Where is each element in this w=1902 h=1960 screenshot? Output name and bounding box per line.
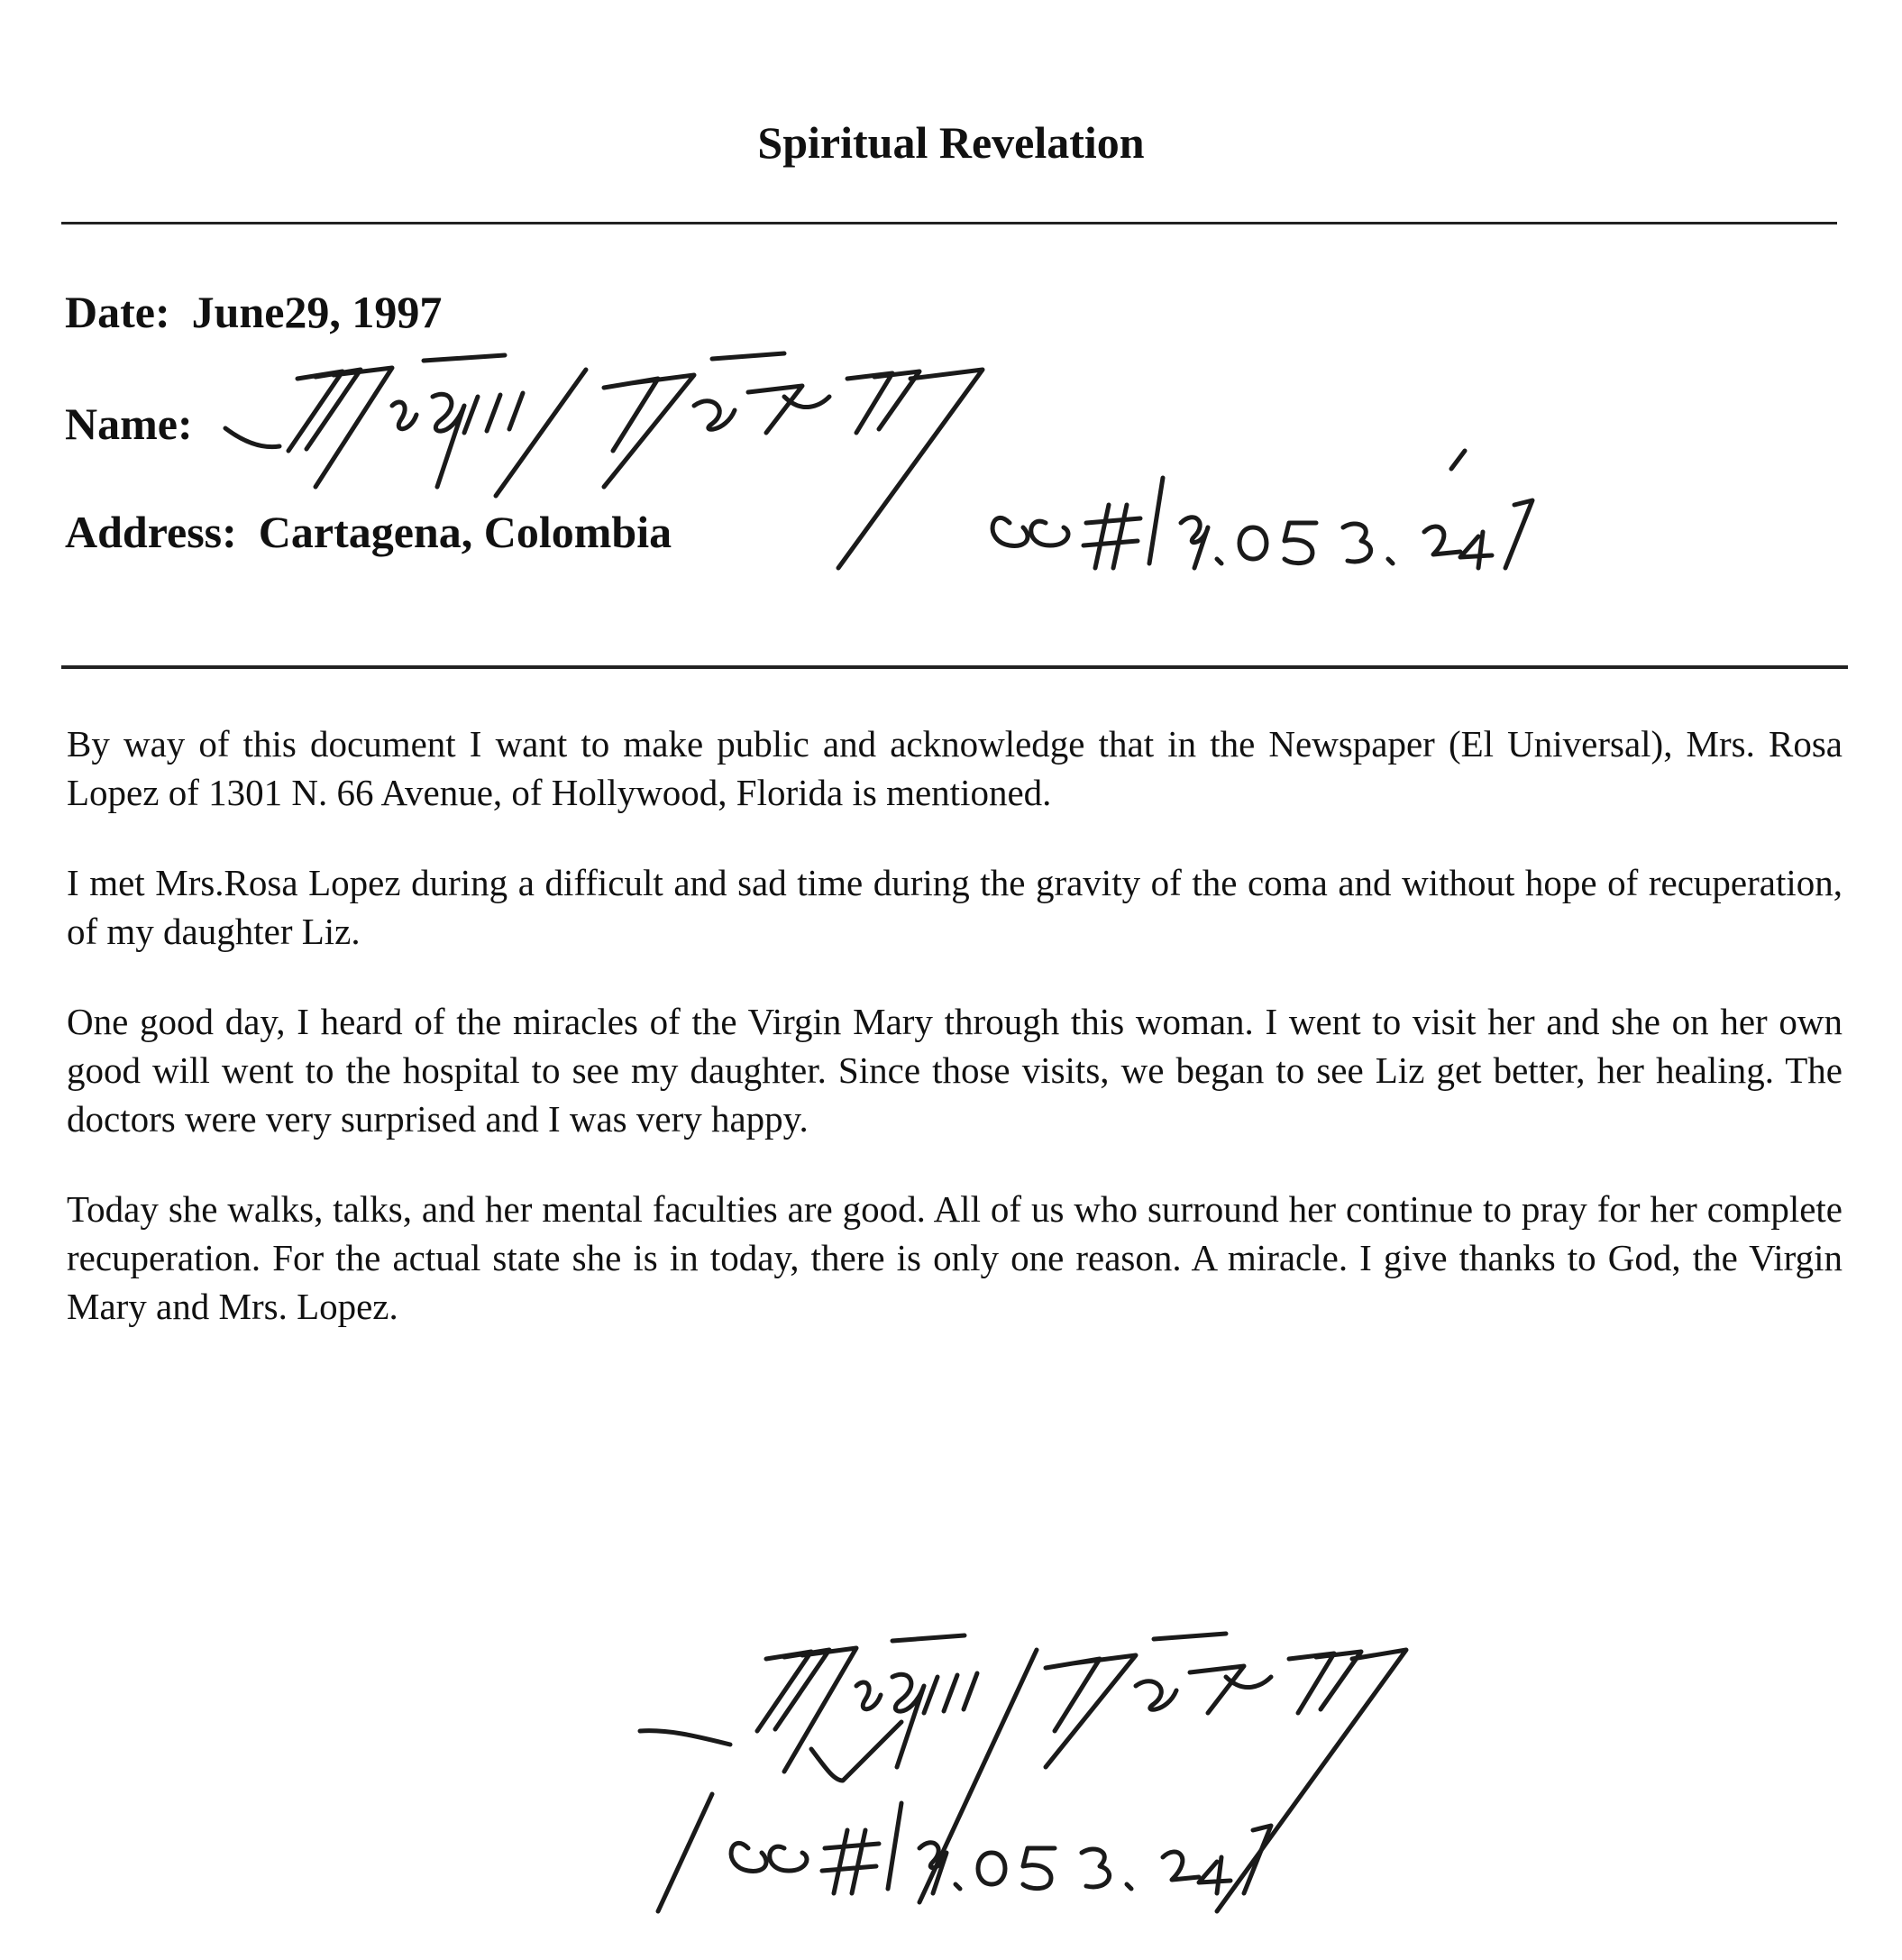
date-field bbox=[65, 285, 442, 339]
name-signature bbox=[207, 343, 1577, 604]
paragraph-3: One good day, I heard of the miracles of the Virgin Mary through this woman. I went to visit her and she on her own good will went to the hospital to see my daughter. Since those visits, we began to see Liz get better, her healing. The doctors were very surprised and I was very happy. bbox=[67, 1001, 1843, 1140]
date-label: Date: bbox=[65, 287, 170, 337]
paragraph-1: By way of this document I want to make public and acknowledge that in the Newspaper (El Universal), Mrs. Rosa Lopez of 1301 N. 66 Avenue, of Hollywood, Florida is mentioned. bbox=[67, 723, 1843, 813]
paragraph-2: I met Mrs.Rosa Lopez during a difficult and sad time during the gravity of the coma and without hope of recuperation, of my daughter Liz. bbox=[67, 862, 1843, 952]
closing-signature bbox=[631, 1623, 1496, 1920]
address-label: Address: bbox=[65, 507, 237, 557]
header-divider bbox=[61, 222, 1837, 224]
body-divider bbox=[61, 665, 1848, 669]
paragraph-4: Today she walks, talks, and her mental faculties are good. All of us who surround her continue to pray for her complete recuperation. For the actual state she is in today, there is only one reason. A miracle. I give thanks to God, the Virgin Mary and Mrs. Lopez. bbox=[67, 1188, 1843, 1327]
name-label: Name: bbox=[65, 398, 193, 449]
date-value: June29, 1997 bbox=[191, 287, 443, 337]
name-field bbox=[65, 397, 193, 451]
address-value: Cartagena, Colombia bbox=[258, 507, 672, 557]
document-title: Spiritual Revelation bbox=[757, 117, 1145, 168]
